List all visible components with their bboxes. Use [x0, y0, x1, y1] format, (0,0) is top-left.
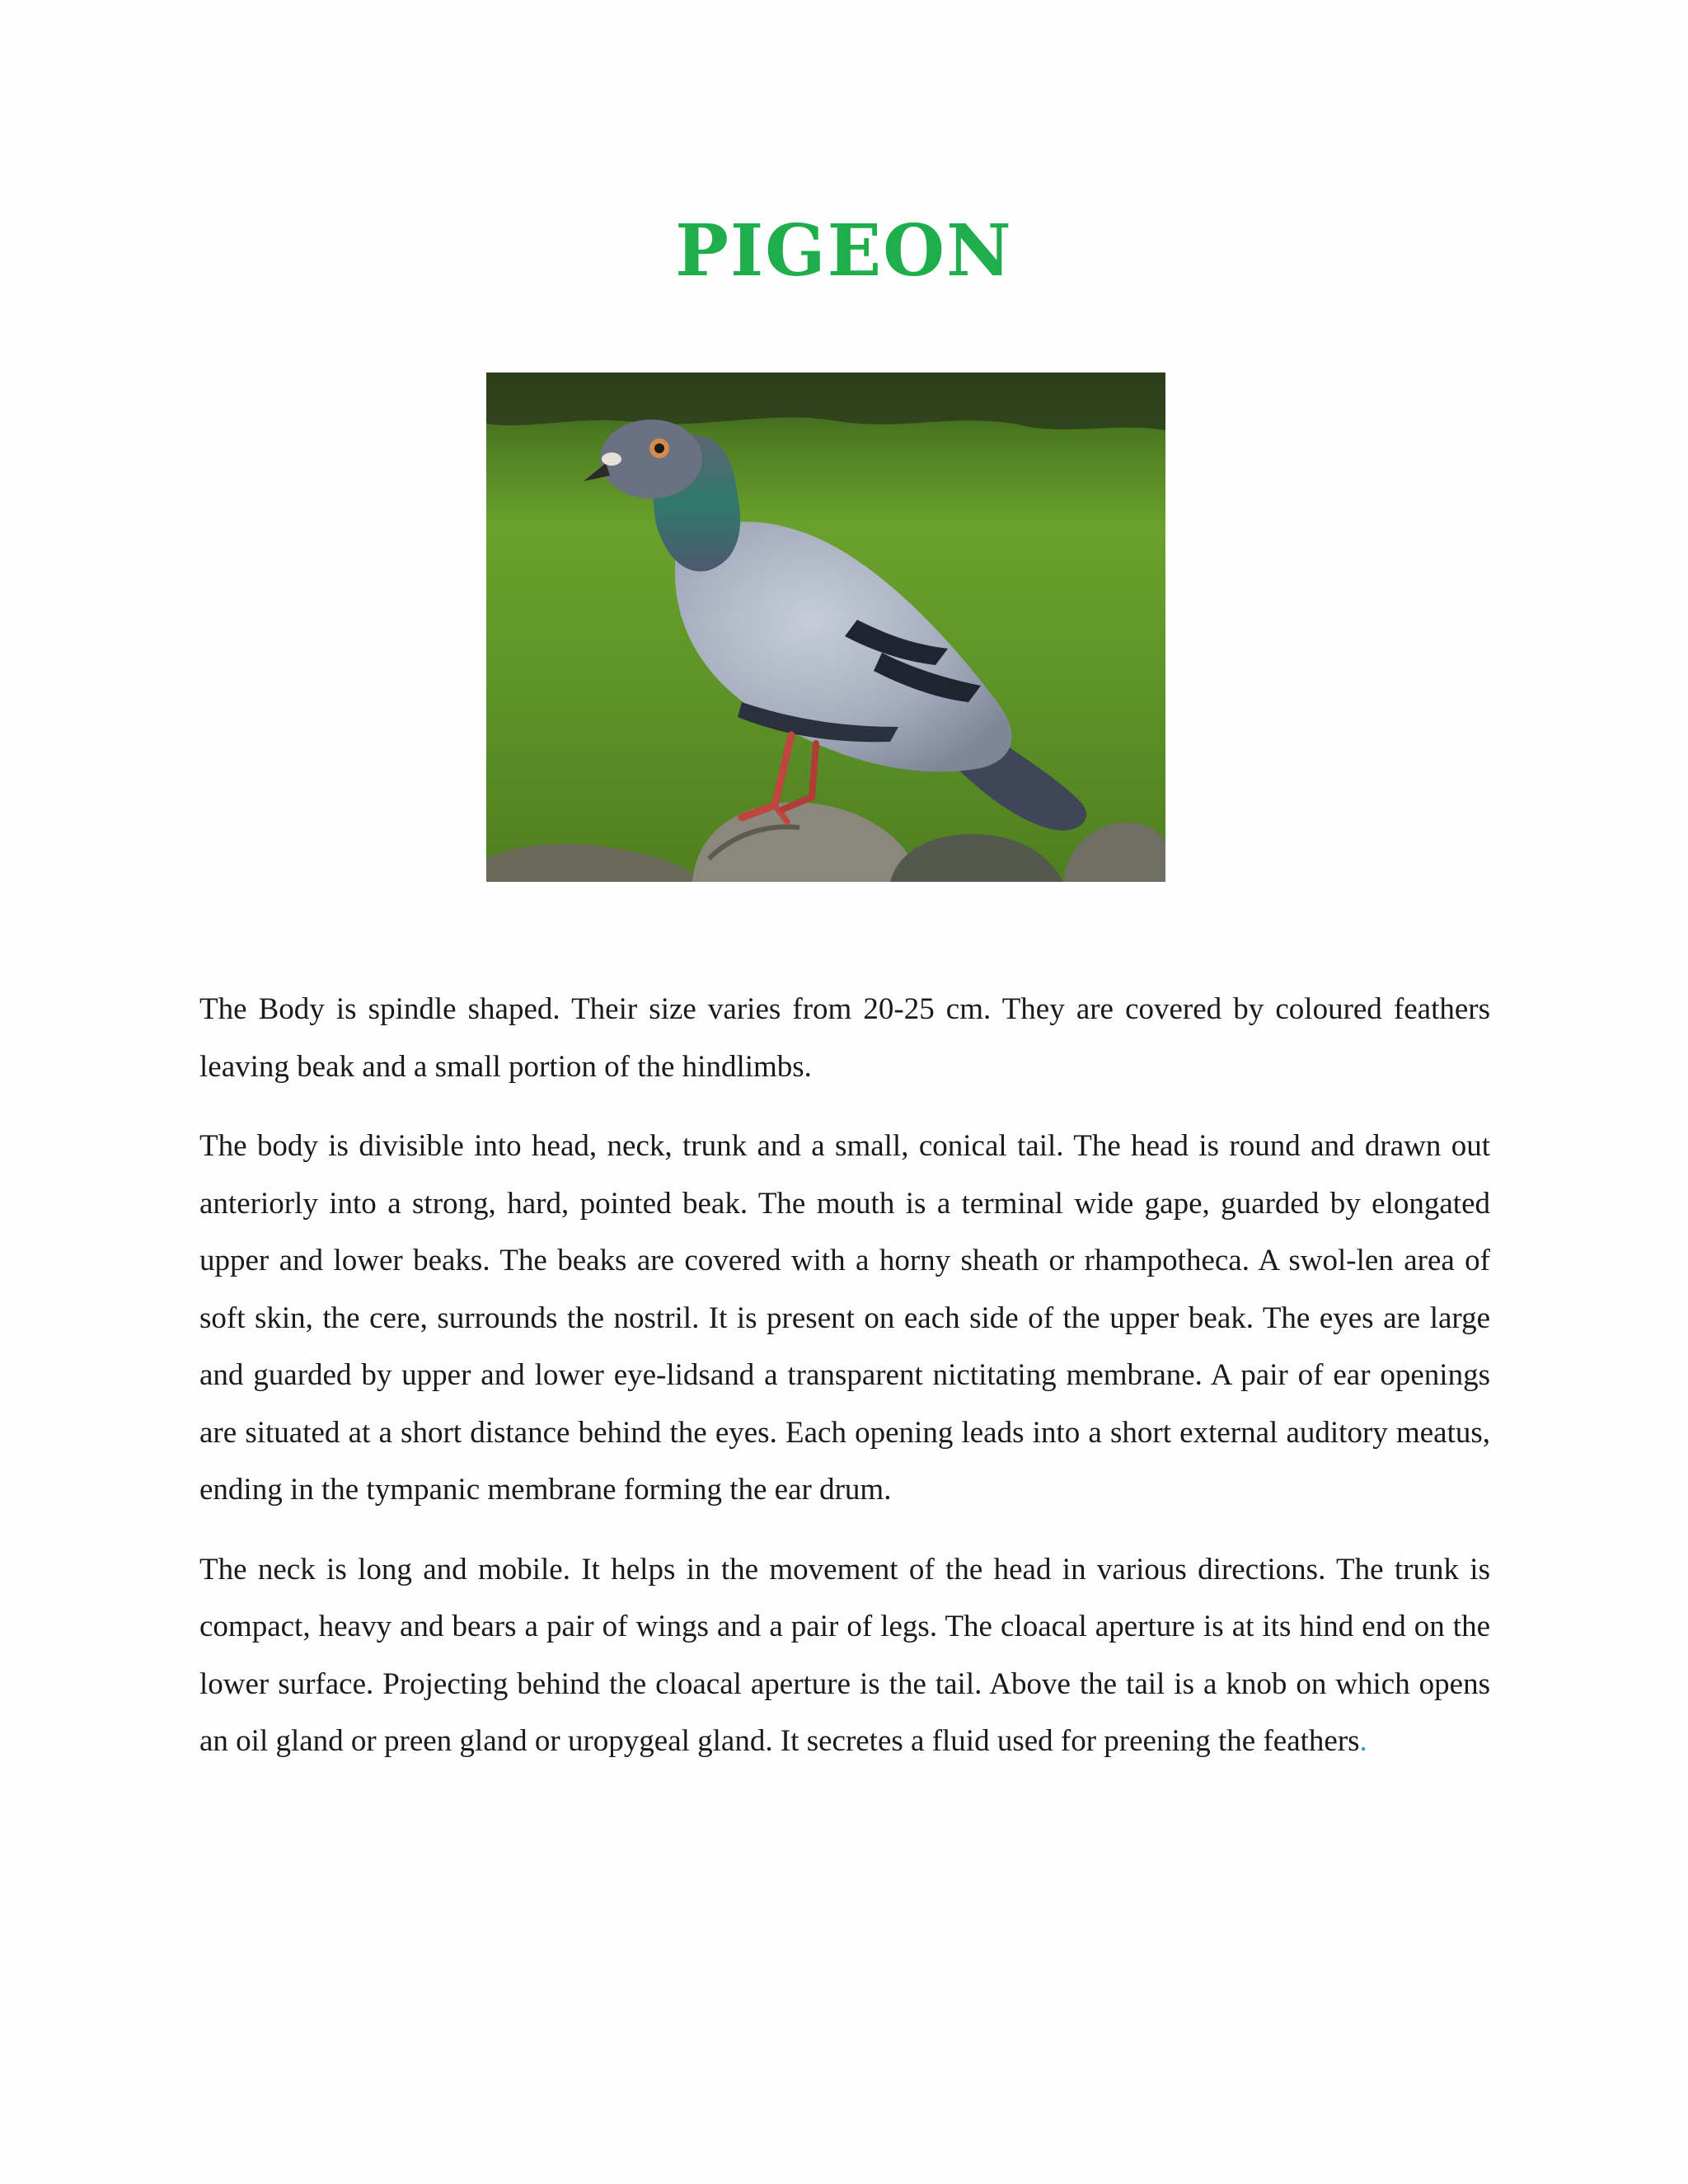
paragraph-neck-trunk-text: The neck is long and mobile. It helps in the movement of the head in various directions. The trunk is compact, heavy and bears a pair of wings and a pair of legs. The cloacal aperture is at its hind end on the lower surface. Projecting behind the cloacal aperture is the tail. Above the tail is a knob on which opens an oil gland or preen gland or uropygeal gland. It secretes a fluid used for preening the feathers — [199, 1552, 1490, 1758]
pigeon-photo — [486, 373, 1165, 882]
paragraph-neck-trunk — [199, 1541, 1490, 1770]
paragraph-body-divisions: The body is divisible into head, neck, trunk and a small, conical tail. The head is round and drawn out anteriorly into a strong, hard, pointed beak. The mouth is a terminal wide gape, guarded by elongated upper and lower beaks. The beaks are covered with a horny sheath or rhampotheca. A swol-len area of soft skin, the cere, surrounds the nostril. It is present on each side of the upper beak. The eyes are large and guarded by upper and lower eye-lidsand a transparent nictitating membrane. A pair of ear openings are situated at a short distance behind the eyes. Each opening leads into a short external auditory meatus, ending in the tympanic membrane forming the ear drum. — [199, 1129, 1490, 1507]
final-period: . — [1359, 1724, 1367, 1758]
article-body — [199, 981, 1490, 1793]
page-title: PIGEON — [675, 209, 1013, 293]
paragraph-body-shape: The Body is spindle shaped. Their size varies from 20-25 cm. They are covered by coloured feathers leaving beak and a small portion of the hindlimbs. — [199, 992, 1490, 1084]
